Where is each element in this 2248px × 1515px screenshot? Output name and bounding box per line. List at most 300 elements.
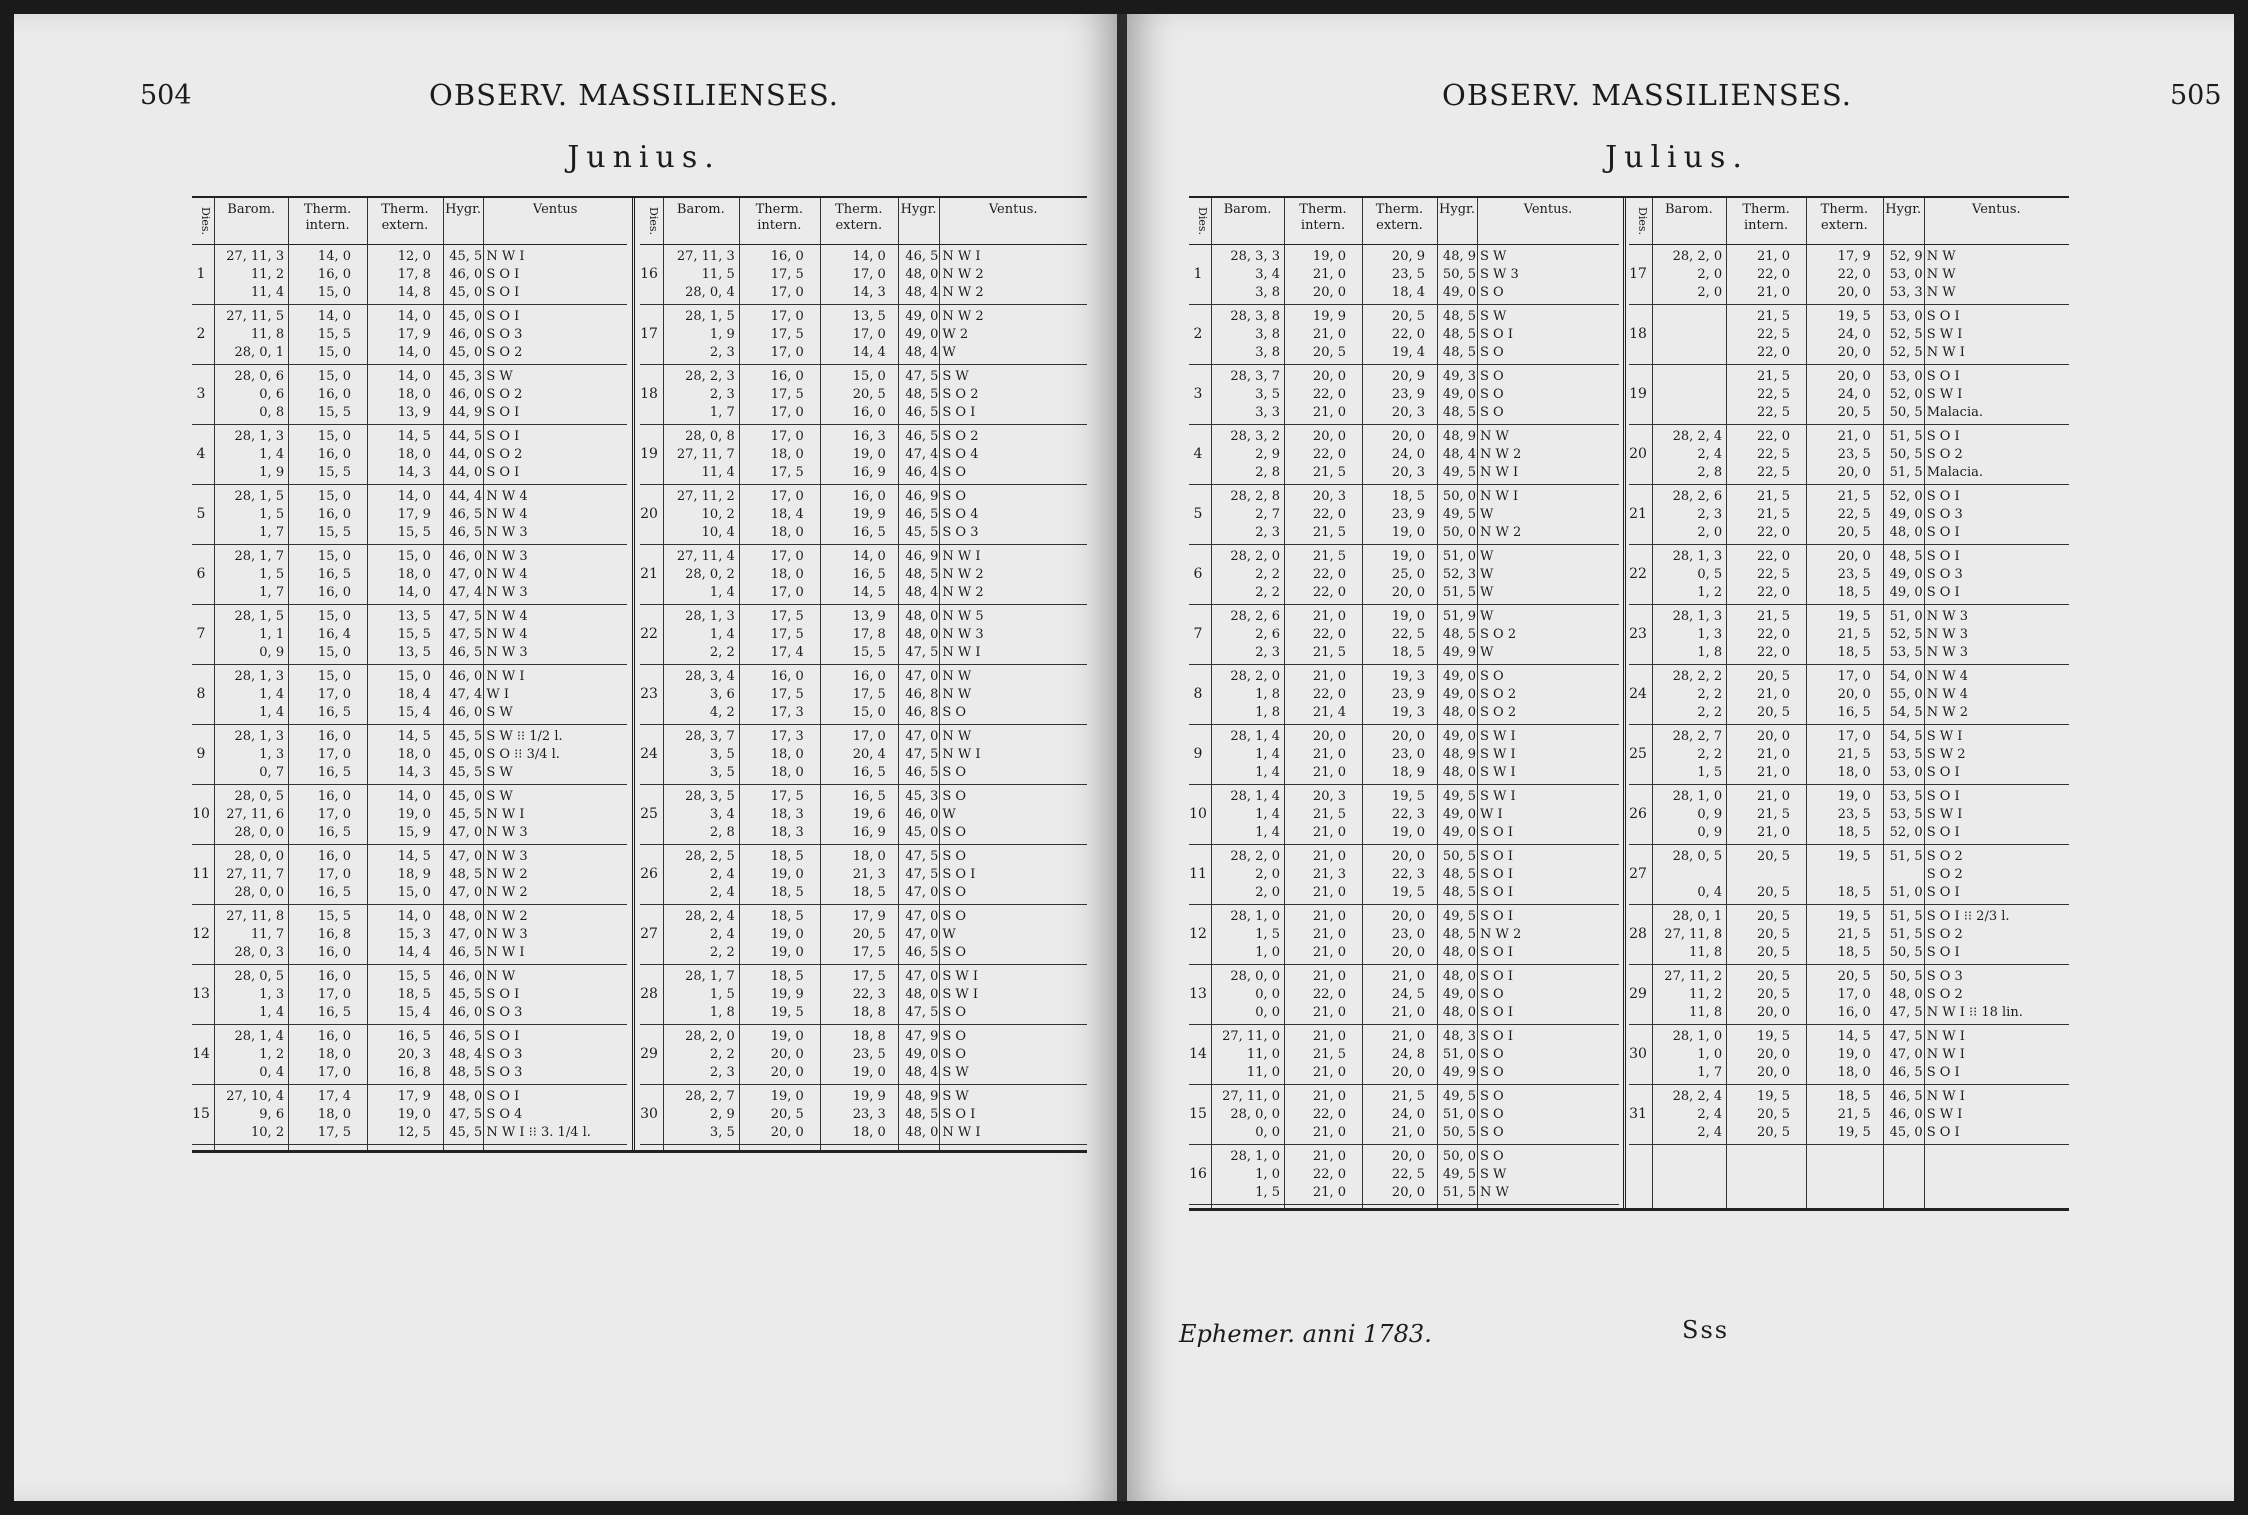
month-title: Junius. — [567, 140, 721, 175]
therm-extern-values: 19, 0 22, 5 18, 5 — [1391, 609, 1425, 660]
hygrometer-values: 45, 3 46, 0 45, 0 — [905, 789, 939, 840]
table-row — [1629, 305, 2069, 365]
therm-intern-values: 16, 0 17, 0 16, 5 — [317, 789, 351, 840]
day-number: 16 — [640, 266, 658, 282]
therm-extern-values: 14, 5 18, 0 14, 3 — [397, 429, 431, 480]
barometer-values: 28, 2, 3 2, 3 1, 7 — [685, 369, 735, 420]
hygrometer-values: 48, 5 48, 5 48, 5 — [1442, 309, 1476, 360]
hygrometer-values: 46, 0 47, 0 47, 4 — [449, 549, 483, 600]
table-row — [1629, 1025, 2069, 1085]
header-therm-extern: Therm. extern. — [1820, 202, 1869, 233]
hygrometer-values: 54, 0 55, 0 54, 5 — [1889, 669, 1923, 720]
day-number: 4 — [196, 446, 206, 462]
therm-intern-values: 20, 3 22, 0 21, 5 — [1312, 489, 1346, 540]
table-row — [192, 905, 627, 965]
therm-extern-values: 16, 5 19, 6 16, 9 — [852, 789, 886, 840]
hygrometer-values: 53, 0 52, 0 50, 5 — [1889, 369, 1923, 420]
day-number: 29 — [1629, 986, 1647, 1002]
therm-extern-values: 20, 0 23, 0 18, 9 — [1391, 729, 1425, 780]
barometer-values: 28, 2, 4 2, 4 2, 4 — [1672, 1089, 1723, 1140]
therm-intern-values: 21, 0 21, 5 21, 0 — [1312, 1029, 1346, 1080]
hygrometer-values: 50, 0 49, 5 50, 0 — [1442, 489, 1476, 540]
barometer-values: 28, 0, 0 0, 0 0, 0 — [1230, 969, 1280, 1020]
wind-values: S O S O 4 S O 3 — [942, 489, 979, 540]
day-number: 21 — [640, 566, 658, 582]
page-number: 504 — [140, 80, 192, 111]
therm-intern-values: 18, 5 19, 0 18, 5 — [770, 849, 804, 900]
wind-values: S O 2 S O 4 S O — [942, 429, 979, 480]
hygrometer-values: 51, 0 52, 5 53, 5 — [1889, 609, 1923, 660]
day-number: 30 — [1629, 1046, 1647, 1062]
table-row — [1629, 425, 2069, 485]
hygrometer-values: 45, 5 45, 0 45, 5 — [449, 729, 483, 780]
table-row — [192, 605, 627, 665]
barometer-values: 28, 1, 4 1, 4 1, 4 — [1230, 729, 1280, 780]
table-row — [1189, 545, 1619, 605]
therm-extern-values: 20, 9 23, 9 20, 3 — [1391, 369, 1425, 420]
therm-intern-values: 21, 0 22, 0 21, 4 — [1312, 669, 1346, 720]
header-therm-intern: Therm. intern. — [755, 202, 803, 233]
day-number: 10 — [192, 806, 210, 822]
wind-values: S O S O S O — [1480, 369, 1504, 420]
day-number: 9 — [196, 746, 206, 762]
wind-values: S O I N W 2 S O I — [1480, 909, 1522, 960]
therm-intern-values: 16, 0 18, 0 17, 0 — [317, 1029, 351, 1080]
barometer-values: 28, 2, 0 2, 2 2, 2 — [1230, 549, 1280, 600]
therm-intern-values: 22, 0 22, 5 22, 0 — [1756, 549, 1791, 600]
header-barom: Barom. — [676, 202, 725, 217]
barometer-values: 28, 3, 3 3, 4 3, 8 — [1230, 249, 1280, 300]
table-header — [192, 198, 627, 245]
hygrometer-values: 49, 0 48, 9 48, 0 — [1442, 729, 1476, 780]
therm-intern-values: 21, 0 22, 0 21, 0 — [1312, 1149, 1346, 1200]
barometer-values: 28, 3, 8 3, 8 3, 8 — [1230, 309, 1280, 360]
table-row — [640, 485, 1087, 545]
therm-extern-values: 18, 0 21, 3 18, 5 — [852, 849, 886, 900]
header-therm-extern: Therm. extern. — [835, 202, 883, 233]
table-row — [1189, 905, 1619, 965]
day-number: 29 — [640, 1046, 658, 1062]
right-page — [1127, 14, 2234, 1501]
day-number: 19 — [640, 446, 658, 462]
hygrometer-values: 46, 5 46, 0 45, 0 — [1889, 1089, 1923, 1140]
therm-intern-values: 20, 0 22, 0 21, 0 — [1312, 369, 1346, 420]
therm-extern-values: 17, 9 22, 0 20, 0 — [1837, 249, 1871, 300]
wind-values: S W I S W 2 S O I — [1926, 729, 1966, 780]
hygrometer-values: 47, 0 46, 8 46, 8 — [905, 669, 939, 720]
hygrometer-values: 47, 0 48, 0 47, 5 — [905, 969, 939, 1020]
hygrometer-values: 48, 0 48, 0 47, 5 — [905, 609, 939, 660]
barometer-values: 28, 0, 8 27, 11, 7 11, 4 — [676, 429, 735, 480]
therm-extern-values: 13, 9 17, 8 15, 5 — [852, 609, 886, 660]
wind-values: S O 3 S O 2 N W I ⁝⁝ 18 lin. — [1926, 969, 2023, 1020]
therm-extern-values: 19, 5 21, 5 18, 5 — [1837, 609, 1871, 660]
barometer-values: 28, 2, 2 2, 2 2, 2 — [1672, 669, 1723, 720]
barometer-values: 27, 10, 4 9, 6 10, 2 — [226, 1089, 285, 1140]
header-therm-extern: Therm. extern. — [381, 202, 429, 233]
therm-intern-values: 20, 5 20, 5 20, 0 — [1756, 969, 1791, 1020]
hygrometer-values: 54, 5 53, 5 53, 0 — [1889, 729, 1923, 780]
day-number: 8 — [1193, 686, 1203, 702]
header-hygr: Hygr. — [900, 202, 937, 217]
table-row — [1189, 665, 1619, 725]
footer-signature-mark: Sss — [1682, 1316, 1730, 1344]
barometer-values: 28, 2, 0 2, 0 2, 0 — [1230, 849, 1280, 900]
day-number: 6 — [1193, 566, 1203, 582]
wind-values: N W 4 N W 4 N W 2 — [1926, 669, 1968, 720]
therm-extern-values: 18, 8 23, 5 19, 0 — [852, 1029, 886, 1080]
wind-values: N W I N W 2 N W 2 — [942, 249, 984, 300]
barometer-values: 28, 3, 2 2, 9 2, 8 — [1230, 429, 1280, 480]
wind-values: S O S O S O — [1480, 1089, 1504, 1140]
barometer-values: 27, 11, 0 11, 0 11, 0 — [1222, 1029, 1280, 1080]
therm-intern-values: 15, 0 16, 4 15, 0 — [317, 609, 351, 660]
hygrometer-values: 46, 5 48, 4 48, 5 — [449, 1029, 483, 1080]
hygrometer-values: 48, 5 49, 0 49, 0 — [1889, 549, 1923, 600]
hygrometer-values: 46, 9 46, 5 45, 5 — [905, 489, 939, 540]
therm-intern-values: 15, 5 16, 8 16, 0 — [317, 909, 351, 960]
therm-extern-values: 14, 0 17, 9 15, 5 — [397, 489, 431, 540]
therm-extern-values: 17, 0 20, 0 16, 5 — [1837, 669, 1871, 720]
hygrometer-values: 49, 3 49, 0 48, 5 — [1442, 369, 1476, 420]
wind-values: S O I ⁝⁝ 2/3 l. S O 2 S O I — [1926, 909, 2010, 960]
barometer-values: 28, 0, 5 1, 3 1, 4 — [234, 969, 285, 1020]
barometer-values: 28, 1, 0 1, 0 1, 7 — [1672, 1029, 1723, 1080]
table-divider — [1623, 198, 1626, 1208]
header-therm-intern: Therm. intern. — [303, 202, 352, 233]
wind-values: S O I S O 2 Malacia. — [1926, 429, 1983, 480]
day-number: 11 — [192, 866, 210, 882]
table-row — [640, 965, 1087, 1025]
hygrometer-values: 45, 0 46, 0 45, 0 — [449, 309, 483, 360]
table-row — [1189, 365, 1619, 425]
wind-values: S O I S W I S O I — [1926, 789, 1963, 840]
hygrometer-values: 47, 5 47, 0 46, 5 — [1889, 1029, 1923, 1080]
day-number: 3 — [196, 386, 206, 402]
table-row — [1629, 665, 2069, 725]
wind-values: N W I S O I S O I — [486, 249, 525, 300]
left-page — [14, 14, 1117, 1501]
therm-extern-values: 17, 9 20, 5 17, 5 — [852, 909, 886, 960]
barometer-values: 28, 2, 4 2, 4 2, 8 — [1672, 429, 1723, 480]
therm-extern-values: 15, 0 18, 0 14, 0 — [397, 549, 431, 600]
therm-extern-values: 20, 0 22, 3 19, 5 — [1391, 849, 1425, 900]
table-row — [1629, 545, 2069, 605]
therm-extern-values: 19, 5 18, 5 — [1837, 849, 1871, 900]
wind-values: S W S O 2 S O I — [486, 369, 523, 420]
barometer-values: 27, 11, 5 11, 8 28, 0, 1 — [226, 309, 285, 360]
barometer-values: 28, 2, 8 2, 7 2, 3 — [1230, 489, 1280, 540]
therm-intern-values: 17, 5 18, 3 18, 3 — [770, 789, 804, 840]
page-header: OBSERV. MASSILIENSES. — [1442, 78, 1852, 112]
barometer-values: 27, 11, 3 11, 5 28, 0, 4 — [676, 249, 735, 300]
hygrometer-values: 46, 5 47, 4 46, 4 — [905, 429, 939, 480]
day-number: 17 — [640, 326, 658, 342]
hygrometer-values: 53, 0 52, 5 52, 5 — [1889, 309, 1923, 360]
barometer-values: 28, 2, 0 1, 8 1, 8 — [1230, 669, 1280, 720]
day-number: 7 — [1193, 626, 1203, 642]
day-number: 26 — [640, 866, 658, 882]
therm-intern-values: 17, 0 18, 4 18, 0 — [770, 489, 804, 540]
book-spread — [14, 14, 2234, 1501]
wind-values: S O I S O 3 S O 2 — [486, 309, 523, 360]
day-number: 13 — [192, 986, 210, 1002]
barometer-values: 28, 0, 5 27, 11, 6 28, 0, 0 — [226, 789, 285, 840]
hygrometer-values: 46, 0 47, 4 46, 0 — [449, 669, 483, 720]
wind-values: N W N W S O — [942, 669, 972, 720]
wind-values: S W S O I S O — [1480, 309, 1513, 360]
therm-extern-values: 14, 5 19, 0 18, 0 — [1837, 1029, 1871, 1080]
therm-intern-values: 20, 3 21, 5 21, 0 — [1312, 789, 1346, 840]
table-row — [640, 245, 1087, 305]
day-number: 5 — [1193, 506, 1203, 522]
therm-extern-values: 15, 5 18, 5 15, 4 — [397, 969, 431, 1020]
wind-values: S O I S O 3 S O I — [1926, 489, 1963, 540]
table-row — [1629, 365, 2069, 425]
therm-extern-values: 15, 0 20, 5 16, 0 — [852, 369, 886, 420]
therm-intern-values: 15, 0 17, 0 16, 5 — [317, 669, 351, 720]
table-row — [640, 305, 1087, 365]
table-row — [1189, 845, 1619, 905]
hygrometer-values: 46, 9 48, 5 48, 4 — [905, 549, 939, 600]
hygrometer-values: 48, 9 48, 4 49, 5 — [1442, 429, 1476, 480]
day-number: 12 — [192, 926, 210, 942]
therm-extern-values: 21, 5 24, 0 21, 0 — [1391, 1089, 1425, 1140]
therm-extern-values: 16, 5 20, 3 16, 8 — [397, 1029, 431, 1080]
therm-intern-values: 16, 0 17, 5 17, 0 — [770, 249, 804, 300]
table-row — [192, 305, 627, 365]
header-ventus: Ventus — [532, 202, 578, 217]
therm-intern-values: 21, 0 22, 0 21, 0 — [1756, 249, 1791, 300]
wind-values: N W I W I S W — [486, 669, 525, 720]
therm-intern-values: 21, 5 22, 0 22, 0 — [1756, 609, 1791, 660]
barometer-values: 28, 1, 3 1, 3 1, 8 — [1672, 609, 1723, 660]
therm-extern-values: 14, 0 17, 0 14, 3 — [852, 249, 886, 300]
header-hygr: Hygr. — [1885, 202, 1922, 217]
page-header: OBSERV. MASSILIENSES. — [429, 78, 839, 112]
therm-extern-values: 20, 0 22, 5 20, 0 — [1391, 1149, 1425, 1200]
day-number: 18 — [640, 386, 658, 402]
day-number: 5 — [196, 506, 206, 522]
therm-intern-values: 21, 0 22, 0 21, 0 — [1312, 1089, 1346, 1140]
therm-intern-values: 20, 0 21, 0 21, 0 — [1756, 729, 1791, 780]
hygrometer-values: 47, 9 49, 0 48, 4 — [905, 1029, 939, 1080]
table-row — [640, 725, 1087, 785]
wind-values: S O I S O 3 S O I — [1926, 549, 1963, 600]
day-number: 19 — [1629, 386, 1647, 402]
day-number: 22 — [640, 626, 658, 642]
day-number: 11 — [1189, 866, 1207, 882]
therm-extern-values: 14, 0 19, 0 15, 9 — [397, 789, 431, 840]
therm-intern-values: 21, 5 22, 0 22, 0 — [1312, 549, 1346, 600]
table-row — [640, 845, 1087, 905]
hygrometer-values: 48, 3 51, 0 49, 9 — [1442, 1029, 1476, 1080]
hygrometer-values: 50, 0 49, 5 51, 5 — [1442, 1149, 1476, 1200]
barometer-values: 28, 1, 7 1, 5 1, 7 — [234, 549, 285, 600]
table-row — [1629, 845, 2069, 905]
hygrometer-values: 50, 5 48, 0 47, 5 — [1889, 969, 1923, 1020]
hygrometer-values: 44, 5 44, 0 44, 0 — [449, 429, 483, 480]
therm-intern-values: 21, 0 21, 3 21, 0 — [1312, 849, 1346, 900]
day-number: 7 — [196, 626, 206, 642]
therm-extern-values: 18, 5 21, 5 19, 5 — [1837, 1089, 1871, 1140]
therm-extern-values: 20, 5 22, 0 19, 4 — [1391, 309, 1425, 360]
therm-intern-values: 17, 0 17, 5 17, 0 — [770, 309, 804, 360]
table-row — [192, 545, 627, 605]
wind-values: S W S O I N W I — [942, 1089, 981, 1140]
hygrometer-values: 47, 0 48, 5 47, 0 — [449, 849, 483, 900]
junius-table — [192, 196, 1087, 1153]
footer-signature-line: Ephemer. anni 1783. — [1179, 1320, 1432, 1348]
day-number: 2 — [1193, 326, 1203, 342]
hygrometer-values: 49, 0 49, 0 48, 0 — [1442, 669, 1476, 720]
hygrometer-values: 52, 0 49, 0 48, 0 — [1889, 489, 1923, 540]
barometer-values: 28, 2, 6 2, 3 2, 0 — [1672, 489, 1723, 540]
therm-intern-values: 14, 0 16, 0 15, 0 — [317, 249, 351, 300]
table-row — [1189, 425, 1619, 485]
table-header — [1629, 198, 2069, 245]
table-row — [1189, 785, 1619, 845]
hygrometer-values: 45, 3 46, 0 44, 9 — [449, 369, 483, 420]
julius-table — [1189, 196, 2069, 1211]
hygrometer-values: 48, 9 50, 5 49, 0 — [1442, 249, 1476, 300]
hygrometer-values: 47, 5 47, 5 47, 0 — [905, 849, 939, 900]
barometer-values: 28, 1, 0 1, 5 1, 0 — [1230, 909, 1280, 960]
hygrometer-values: 47, 0 47, 0 46, 5 — [905, 909, 939, 960]
header-ventus: Ventus. — [988, 202, 1038, 217]
barometer-values: 28, 0, 5 0, 4 — [1672, 849, 1723, 900]
therm-extern-values: 21, 5 22, 5 20, 5 — [1837, 489, 1871, 540]
day-number: 3 — [1193, 386, 1203, 402]
day-number: 24 — [1629, 686, 1647, 702]
therm-extern-values: 16, 0 17, 5 15, 0 — [852, 669, 886, 720]
therm-extern-values: 14, 5 18, 9 15, 0 — [397, 849, 431, 900]
day-number: 17 — [1629, 266, 1647, 282]
table-row — [192, 485, 627, 545]
wind-values: S O W S O — [942, 789, 967, 840]
day-number: 25 — [1629, 746, 1647, 762]
therm-extern-values: 19, 5 24, 0 20, 0 — [1837, 309, 1871, 360]
table-row — [192, 425, 627, 485]
barometer-values: 28, 1, 5 1, 1 0, 9 — [234, 609, 285, 660]
therm-extern-values: 14, 0 16, 5 14, 5 — [852, 549, 886, 600]
therm-extern-values: 19, 0 23, 5 18, 5 — [1837, 789, 1871, 840]
wind-values: N W 4 N W 4 N W 3 — [486, 609, 528, 660]
wind-values: S O W S O — [942, 909, 967, 960]
table-row — [1189, 1025, 1619, 1085]
table-row — [1629, 245, 2069, 305]
wind-values: N W N W I S O — [942, 729, 981, 780]
therm-extern-values: 21, 0 24, 8 20, 0 — [1391, 1029, 1425, 1080]
day-number: 31 — [1629, 1106, 1647, 1122]
table-row — [640, 425, 1087, 485]
therm-intern-values: 20, 0 21, 0 21, 0 — [1312, 729, 1346, 780]
hygrometer-values: 49, 5 48, 5 48, 0 — [1442, 909, 1476, 960]
table-row — [1189, 485, 1619, 545]
barometer-values: 27, 11, 2 10, 2 10, 4 — [676, 489, 735, 540]
header-barom: Barom. — [227, 202, 276, 217]
table-row — [192, 965, 627, 1025]
wind-values: S W N W I N W 3 — [486, 789, 528, 840]
therm-intern-values: 19, 0 20, 5 20, 0 — [770, 1089, 804, 1140]
table-row — [1189, 305, 1619, 365]
table-header — [1189, 198, 1619, 245]
therm-extern-values: 16, 0 19, 9 16, 5 — [852, 489, 886, 540]
day-number: 27 — [1629, 866, 1647, 882]
wind-values: S O I S O S O — [1480, 1029, 1513, 1080]
barometer-values: 28, 2, 4 2, 4 2, 2 — [685, 909, 735, 960]
table-row — [640, 665, 1087, 725]
table-row — [192, 725, 627, 785]
therm-intern-values: 19, 5 20, 0 20, 0 — [1756, 1029, 1791, 1080]
hygrometer-values: 46, 5 48, 0 48, 4 — [905, 249, 939, 300]
wind-values: S O S O S W — [942, 1029, 969, 1080]
therm-extern-values: 20, 0 23, 5 18, 5 — [1837, 549, 1871, 600]
day-number: 30 — [640, 1106, 658, 1122]
wind-values: N W 3 N W 2 N W 2 — [486, 849, 528, 900]
barometer-values: 28, 2, 6 2, 6 2, 3 — [1230, 609, 1280, 660]
day-number: 23 — [640, 686, 658, 702]
therm-extern-values: 15, 0 18, 4 15, 4 — [397, 669, 431, 720]
day-number: 27 — [640, 926, 658, 942]
hygrometer-values: 47, 5 47, 5 46, 5 — [449, 609, 483, 660]
wind-values: N W 5 N W 3 N W I — [942, 609, 984, 660]
therm-intern-values: 21, 0 22, 0 21, 0 — [1312, 969, 1346, 1020]
table-row — [1189, 245, 1619, 305]
wind-values: S O S O I S O — [942, 849, 976, 900]
table-row — [1629, 905, 2069, 965]
barometer-values: 28, 2, 7 2, 2 1, 5 — [1672, 729, 1723, 780]
wind-values: S O I S O 3 S O 3 — [486, 1029, 523, 1080]
barometer-values: 28, 3, 4 3, 6 4, 2 — [685, 669, 735, 720]
therm-extern-values: 21, 0 23, 5 20, 0 — [1837, 429, 1871, 480]
day-number: 21 — [1629, 506, 1647, 522]
therm-intern-values: 19, 0 20, 0 20, 0 — [770, 1029, 804, 1080]
header-ventus: Ventus. — [1523, 202, 1573, 217]
wind-values: S W S O 2 S O I — [942, 369, 979, 420]
wind-values: N W I N W 2 N W 2 — [942, 549, 984, 600]
wind-values: S O S O 2 S O 2 — [1480, 669, 1517, 720]
barometer-values: 28, 0, 1 27, 11, 8 11, 8 — [1664, 909, 1723, 960]
barometer-values: 28, 1, 3 1, 3 0, 7 — [234, 729, 285, 780]
wind-values: N W 3 N W 3 N W 3 — [1926, 609, 1968, 660]
hygrometer-values: 52, 9 53, 0 53, 3 — [1889, 249, 1923, 300]
header-therm-intern: Therm. intern. — [1742, 202, 1790, 233]
day-number: 13 — [1189, 986, 1207, 1002]
day-number: 18 — [1629, 326, 1647, 342]
therm-intern-values: 15, 0 16, 0 15, 5 — [317, 489, 351, 540]
therm-intern-values: 20, 5 20, 5 — [1756, 849, 1791, 900]
barometer-values: 28, 2, 0 2, 0 2, 0 — [1672, 249, 1723, 300]
hygrometer-values: 51, 9 48, 5 49, 9 — [1442, 609, 1476, 660]
therm-intern-values: 16, 0 17, 5 17, 3 — [770, 669, 804, 720]
barometer-values: 28, 2, 5 2, 4 2, 4 — [685, 849, 735, 900]
barometer-values: 28, 1, 3 1, 4 1, 4 — [234, 669, 285, 720]
hygrometer-values: 44, 4 46, 5 46, 5 — [449, 489, 483, 540]
wind-values: S O I S W I Malacia. — [1926, 369, 1983, 420]
hygrometer-values: 50, 5 48, 5 48, 5 — [1442, 849, 1476, 900]
therm-intern-values: 20, 5 21, 0 20, 5 — [1756, 669, 1791, 720]
table-row — [192, 665, 627, 725]
therm-extern-values: 20, 9 23, 5 18, 4 — [1391, 249, 1425, 300]
therm-extern-values: 20, 0 24, 0 20, 3 — [1391, 429, 1425, 480]
day-number: 9 — [1193, 746, 1203, 762]
day-number: 1 — [1193, 266, 1203, 282]
wind-values: N W S O I S O 3 — [486, 969, 523, 1020]
wind-values: N W 2 N W 3 N W I — [486, 909, 528, 960]
therm-extern-values: 13, 5 17, 0 14, 4 — [852, 309, 886, 360]
therm-intern-values: 15, 0 16, 0 15, 5 — [317, 369, 351, 420]
